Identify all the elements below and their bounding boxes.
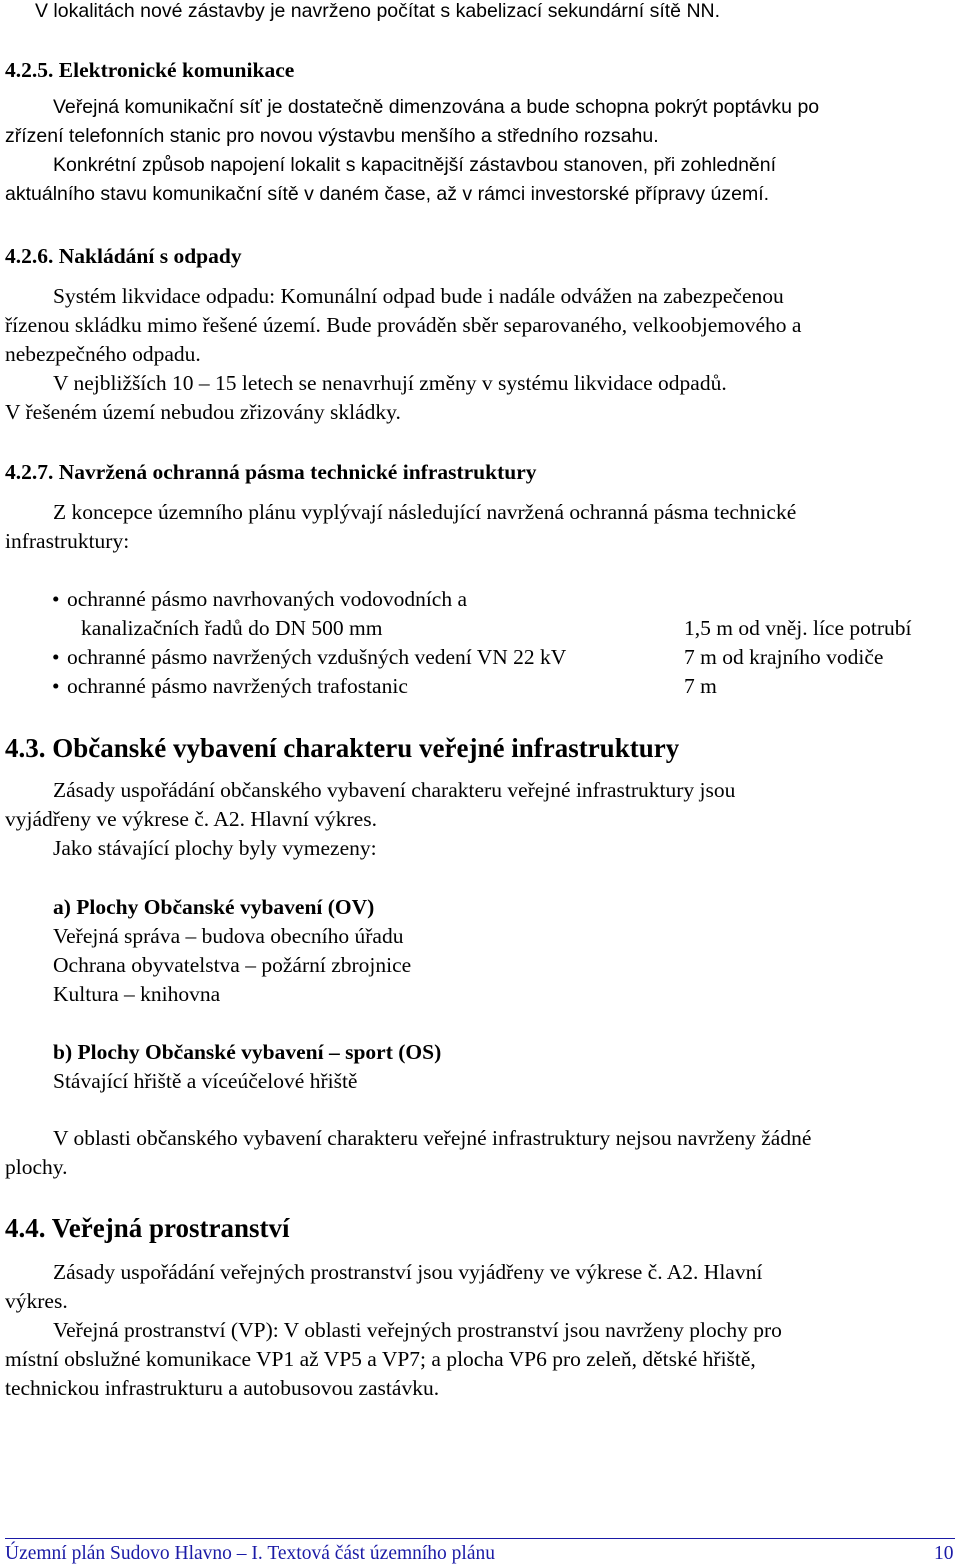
- paragraph-line: V nejbližších 10 – 15 letech se nenavrhují změny v systému likvidace odpadů.: [53, 371, 727, 395]
- list-item-text: ochranné pásmo navržených trafostanic: [67, 674, 408, 698]
- paragraph-line: aktuálního stavu komunikační sítě v daném čase, až v rámci investorské přípravy území.: [5, 183, 770, 205]
- intro-line: V lokalitách nové zástavby je navrženo počítat s kabelizací sekundární sítě NN.: [35, 0, 721, 22]
- paragraph-line: V oblasti občanského vybavení charakteru veřejné infrastruktury nejsou navrženy žádné: [53, 1126, 812, 1150]
- paragraph-line: Jako stávající plochy byly vymezeny:: [53, 836, 377, 860]
- paragraph-line: Veřejná prostranství (VP): V oblasti veřejných prostranství jsou navrženy plochy pro: [53, 1318, 782, 1342]
- paragraph-line: infrastruktury:: [5, 529, 130, 553]
- subheading-a: a) Plochy Občanské vybavení (OV): [53, 895, 375, 919]
- paragraph-line: Systém likvidace odpadu: Komunální odpad bude i nadále odvážen na zabezpečenou: [53, 284, 784, 308]
- section-heading-4-2-7: 4.2.7. Navržená ochranná pásma technické infrastruktury: [5, 460, 537, 484]
- paragraph-line: zřízení telefonních stanic pro novou výstavbu menšího a středního rozsahu.: [5, 125, 659, 147]
- list-item: Veřejná správa – budova obecního úřadu: [53, 924, 404, 948]
- list-item-text: ochranné pásmo navrhovaných vodovodních a: [67, 587, 468, 611]
- list-item-text: ochranné pásmo navržených vzdušných vedení VN 22 kV: [67, 645, 567, 669]
- paragraph-line: Zásady uspořádání veřejných prostranství jsou vyjádřeny ve výkrese č. A2. Hlavní: [53, 1260, 763, 1284]
- paragraph-line: řízenou skládku mimo řešené území. Bude prováděn sběr separovaného, velkoobjemového a: [5, 313, 802, 337]
- section-heading-4-2-5: 4.2.5. Elektronické komunikace: [5, 58, 295, 82]
- list-item: Ochrana obyvatelstva – požární zbrojnice: [53, 953, 412, 977]
- page-number: 10: [934, 1543, 954, 1564]
- paragraph-line: Veřejná komunikační síť je dostatečně dimenzována a bude schopna pokrýt poptávku po: [53, 96, 820, 118]
- section-heading-4-4: 4.4. Veřejná prostranství: [5, 1213, 290, 1243]
- footer-title: Územní plán Sudovo Hlavno – I. Textová část územního plánu: [5, 1543, 496, 1564]
- paragraph-line: vyjádřeny ve výkrese č. A2. Hlavní výkres.: [5, 807, 377, 831]
- list-item-value: 1,5 m od vněj. líce potrubí: [684, 616, 912, 640]
- paragraph-line: V řešeném území nebudou zřizovány skládky.: [5, 400, 401, 424]
- section-heading-4-3: 4.3. Občanské vybavení charakteru veřejné infrastruktury: [5, 733, 680, 763]
- paragraph-line: Konkrétní způsob napojení lokalit s kapacitnější zástavbou stanoven, při zohlednění: [53, 154, 777, 176]
- list-item: Stávající hřiště a víceúčelové hřiště: [53, 1069, 358, 1093]
- subheading-b: b) Plochy Občanské vybavení – sport (OS): [53, 1040, 442, 1064]
- paragraph-line: nebezpečného odpadu.: [5, 342, 201, 366]
- footer-divider: [5, 1538, 955, 1539]
- bullet-icon: •: [52, 645, 60, 669]
- paragraph-line: výkres.: [5, 1289, 68, 1313]
- list-item-text: kanalizačních řadů do DN 500 mm: [81, 616, 383, 640]
- list-item-value: 7 m od krajního vodiče: [684, 645, 884, 669]
- paragraph-line: technickou infrastrukturu a autobusovou zastávku.: [5, 1376, 440, 1400]
- paragraph-line: plochy.: [5, 1155, 68, 1179]
- paragraph-line: Z koncepce územního plánu vyplývají následující navržená ochranná pásma technické: [53, 500, 797, 524]
- bullet-icon: •: [52, 587, 60, 611]
- list-item-value: 7 m: [684, 674, 717, 698]
- bullet-icon: •: [52, 674, 60, 698]
- list-item: Kultura – knihovna: [53, 982, 221, 1006]
- paragraph-line: Zásady uspořádání občanského vybavení charakteru veřejné infrastruktury jsou: [53, 778, 736, 802]
- section-heading-4-2-6: 4.2.6. Nakládání s odpady: [5, 244, 242, 268]
- paragraph-line: místní obslužné komunikace VP1 až VP5 a VP7; a plocha VP6 pro zeleň, dětské hřiště,: [5, 1347, 756, 1371]
